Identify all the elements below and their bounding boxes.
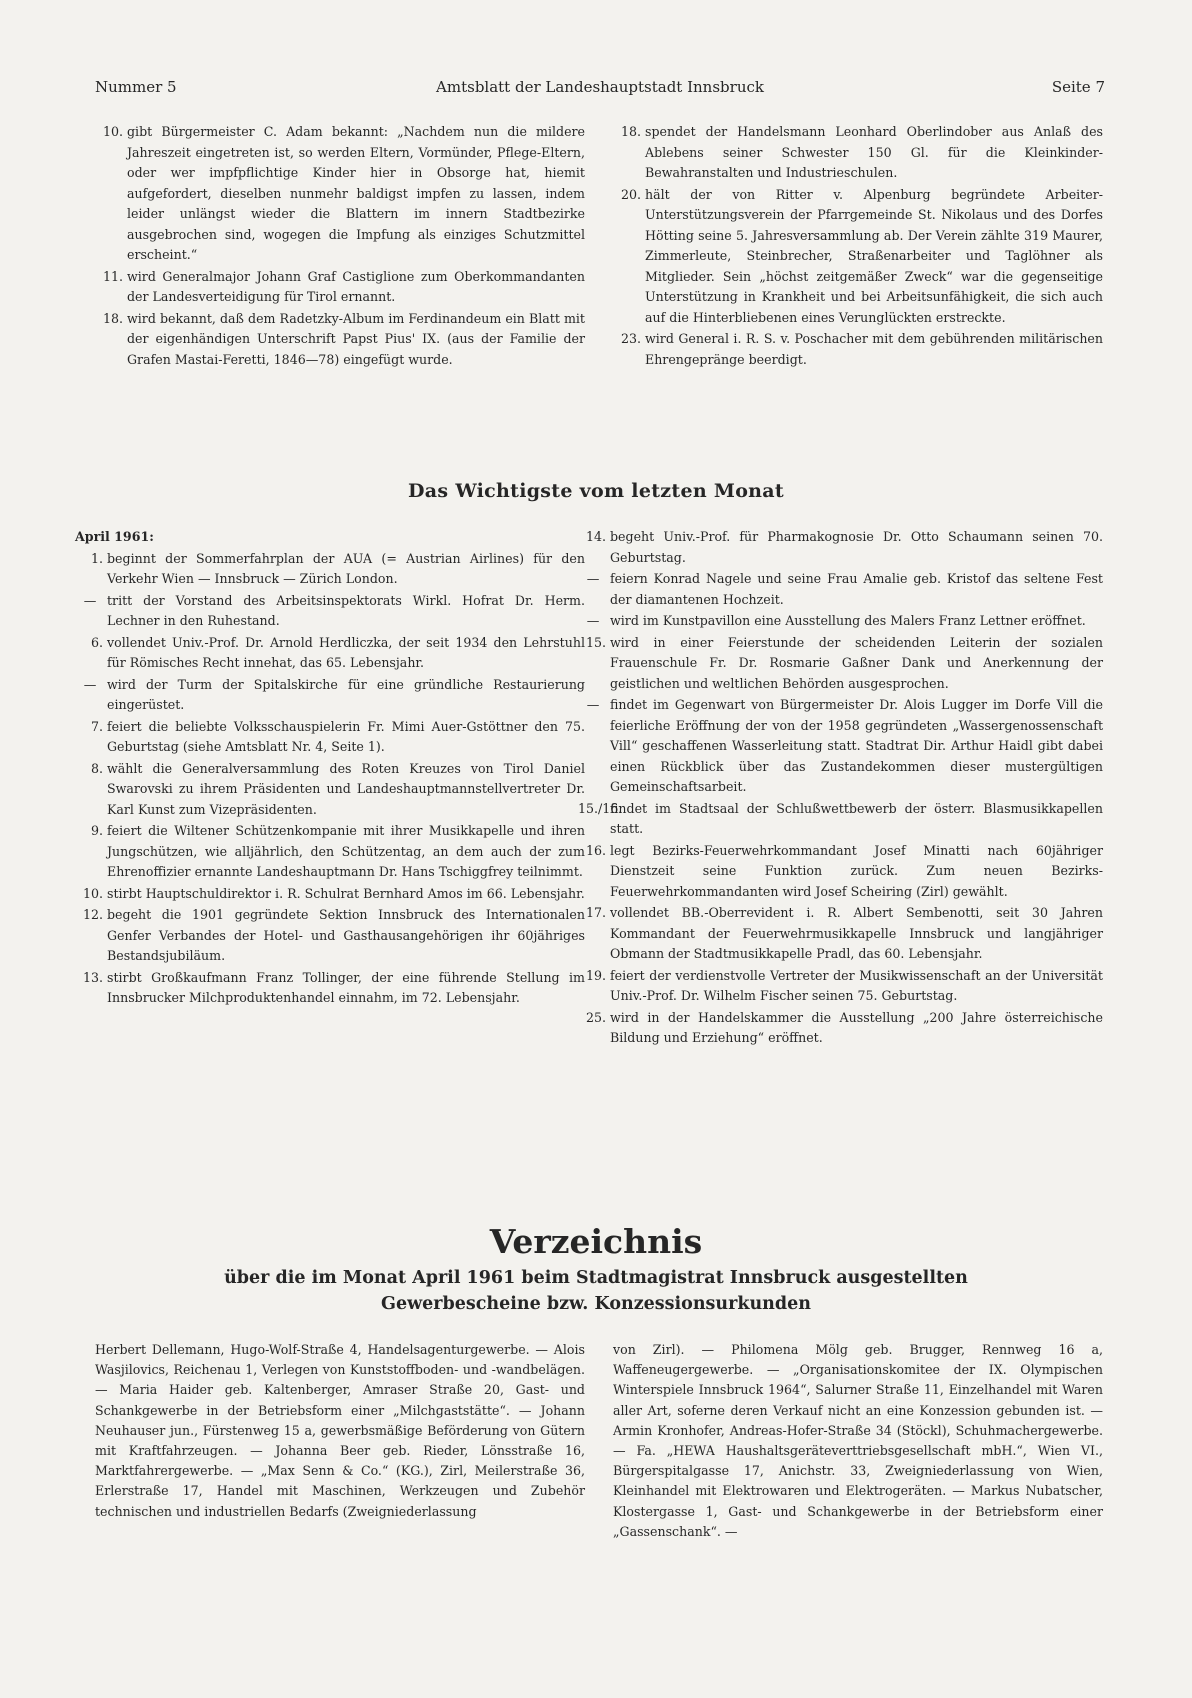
publication-title: Amtsblatt der Landeshauptstadt Innsbruck	[436, 78, 764, 96]
entry-date: —	[586, 613, 600, 628]
history-entry	[613, 122, 1103, 184]
news-entry	[578, 611, 1103, 632]
entry-date: —	[586, 697, 600, 712]
entry-text: beginnt der Sommerfahrplan der AUA (= Austrian Airlines) für den Verkehr Wien — Innsbruck — Zürich London.	[107, 550, 585, 586]
news-entry	[75, 717, 585, 758]
entry-text: stirbt Hauptschuldirektor i. R. Schulrat Bernhard Amos im 66. Lebensjahr.	[107, 885, 585, 901]
section-title: Das Wichtigste vom letzten Monat	[408, 480, 784, 502]
entry-text: hält der von Ritter v. Alpenburg begründete Arbeiter-Unterstützungsverein der Pfarrgemeinde St. Nikolaus und des Dorfes Hötting seine 5. Jahresversammlung ab. Der Verein zählte 319 Maurer, Zimmerleute, Steinbrecher, Straßenarbeiter und Taglöhner als Mitglieder. Sein „höchst zeitgemäßer Zweck“ war die gegenseitige Unterstützung in Krankheit und bei Arbeitsunfähigkeit, die sich auch auf die Hinterbliebenen eines Verunglückten erstreckte.	[645, 186, 1103, 325]
entry-date: 14.	[585, 529, 606, 544]
entry-date: 25.	[585, 1009, 606, 1025]
entry-date: 17.	[585, 905, 606, 920]
news-entry	[75, 549, 585, 590]
entry-text: findet im Stadtsaal der Schlußwettbewerb der österr. Blasmusikkapellen statt.	[610, 800, 1103, 836]
entry-text: spendet der Handelsmann Leonhard Oberlindober aus Anlaß des Ablebens seiner Schwester 150 Gl. für die Kleinkinder-Bewahranstalten und Industrieschulen.	[645, 124, 1103, 180]
register-subtitle-2: Gewerbescheine bzw. Konzessionsurkunden	[381, 1294, 811, 1314]
entry-date: 18.	[102, 310, 123, 326]
entry-text: begeht die 1901 gegründete Sektion Innsbruck des Internationalen Genfer Verbandes der Hotel- und Gasthausangehörigen ihr 60jähriges Bestandsjubiläum.	[107, 907, 585, 963]
month-label: April 1961:	[75, 529, 154, 544]
entry-date: 6.	[90, 634, 103, 650]
news-entry	[578, 633, 1103, 695]
news-entry	[578, 1008, 1103, 1049]
news-entry	[75, 884, 585, 905]
history-entry	[95, 267, 585, 308]
entry-date: 10.	[82, 885, 103, 901]
news-entry	[75, 759, 585, 821]
entry-date: 23.	[620, 331, 641, 346]
history-column-left	[95, 122, 585, 371]
issue-number: Nummer 5	[95, 78, 177, 96]
history-column-right	[613, 122, 1103, 371]
entry-text: tritt der Vorstand des Arbeitsinspektorats Wirkl. Hofrat Dr. Herm. Lechner in den Ruhestand.	[107, 592, 585, 628]
entry-date: 15./16.	[578, 800, 623, 816]
entry-text: wird im Kunstpavillon eine Ausstellung des Malers Franz Lettner eröffnet.	[610, 613, 1086, 628]
news-entry	[75, 591, 585, 632]
entry-date: 18.	[620, 124, 641, 139]
entry-date: 10.	[102, 124, 123, 139]
entry-date: 20.	[620, 186, 641, 202]
entry-text: legt Bezirks-Feuerwehrkommandant Josef Minatti nach 60jähriger Dienstzeit seine Funktion zurück. Zum neuen Bezirks-Feuerwehrkommandanten wird Josef Scheiring (Zirl) gewählt.	[610, 842, 1103, 899]
entry-date: —	[83, 676, 97, 692]
news-entry	[578, 695, 1103, 798]
news-entry	[75, 675, 585, 716]
entry-text: findet im Gegenwart von Bürgermeister Dr. Alois Lugger im Dorfe Vill die feierliche Eröffnung der von der 1958 gegründeten „Wassergenossenschaft Vill“ geschaffenen Wasserleitung statt. Stadtrat Dir. Arthur Haidl gibt dabei einen Rückblick über das Zustandekommen dieser mustergültigen Gemeinschaftsarbeit.	[610, 697, 1103, 794]
entry-date: 11.	[102, 268, 123, 284]
entry-text: feiert die Wiltener Schützenkompanie mit ihrer Musikkapelle und ihren Jungschützen, wie alljährlich, den Schützentag, an dem auch der zum Ehrenoffizier ernannte Landeshauptmann Dr. Hans Tschiggfrey teilnimmt.	[107, 823, 585, 879]
news-entry	[578, 799, 1103, 840]
entry-text: wird der Turm der Spitalskirche für eine gründliche Restaurierung eingerüstet.	[107, 676, 585, 712]
entry-date: 9.	[90, 823, 103, 838]
entry-date: 15.	[585, 634, 606, 650]
entry-text: wird bekannt, daß dem Radetzky-Album im Ferdinandeum ein Blatt mit der eigenhändigen Unterschrift Papst Pius' IX. (aus der Familie der Grafen Mastai-Feretti, 1846—78) eingefügt wurde.	[127, 310, 585, 367]
entry-date: 7.	[90, 718, 103, 734]
entry-text: wählt die Generalversammlung des Roten Kreuzes von Tirol Daniel Swarovski zu ihrem Präsidenten und Landeshauptmannstellvertreter Dr. Karl Kunst zum Vizepräsidenten.	[107, 760, 585, 817]
entry-date: 12.	[82, 907, 103, 922]
entry-date: —	[83, 592, 97, 608]
history-entry	[613, 329, 1103, 370]
history-entry	[95, 122, 585, 266]
entry-text: wird in der Handelskammer die Ausstellung „200 Jahre österreichische Bildung und Erziehung“ eröffnet.	[610, 1009, 1103, 1045]
entry-text: begeht Univ.-Prof. für Pharmakognosie Dr. Otto Schaumann seinen 70. Geburtstag.	[610, 529, 1103, 565]
news-entry	[578, 527, 1103, 568]
entry-text: wird Generalmajor Johann Graf Castiglione zum Oberkommandanten der Landesverteidigung für Tirol ernannt.	[127, 268, 585, 304]
entry-text: feiert der verdienstvolle Vertreter der Musikwissenschaft an der Universität Univ.-Prof. Dr. Wilhelm Fischer seinen 75. Geburtstag.	[610, 967, 1103, 1003]
entry-date: 16.	[585, 842, 606, 858]
entry-date: —	[586, 571, 600, 586]
entry-text: gibt Bürgermeister C. Adam bekannt: „Nachdem nun die mildere Jahreszeit eingetreten ist, so werden Eltern, Vormünder, Pflege-Eltern, oder wer impfpflichtige Kinder hier in Obsorge hat, hiemit aufgefordert, dieselben nunmehr baldigst impfen zu lassen, indem leider unlängst wieder die Blattern im innern Stadtbezirke ausgebrochen sind, wogegen die Impfung als einziges Schutzmittel erscheint.“	[127, 124, 585, 262]
news-entry	[578, 966, 1103, 1007]
news-entry	[75, 905, 585, 967]
entry-text: vollendet Univ.-Prof. Dr. Arnold Herdliczka, der seit 1934 den Lehrstuhl für Römisches Recht innehat, das 65. Lebensjahr.	[107, 634, 585, 670]
news-entry	[75, 821, 585, 883]
entry-text: stirbt Großkaufmann Franz Tollinger, der eine führende Stellung im Innsbrucker Milchproduktenhandel einnahm, im 72. Lebensjahr.	[107, 969, 585, 1005]
news-entry	[75, 968, 585, 1009]
news-entry	[578, 569, 1103, 610]
entry-date: 13.	[82, 969, 103, 985]
entry-text: vollendet BB.-Oberrevident i. R. Albert Sembenotti, seit 30 Jahren Kommandant der Feuerwehrmusikkapelle Innsbruck und langjähriger Obmann der Stadtmusikkapelle Pradl, das 60. Lebensjahr.	[610, 905, 1103, 961]
news-entry	[578, 841, 1103, 903]
register-column-left: Herbert Dellemann, Hugo-Wolf-Straße 4, Handelsagenturgewerbe. — Alois Wasjilovics, Reichenau 1, Verlegen von Kunststoffboden- und -wandbelägen. — Maria Haider geb. Kaltenberger, Amraser Straße 20, Gast- und Schankgewerbe in der Betriebsform einer „Milchgaststätte“. — Johann Neuhauser jun., Fürstenweg 15 a, gewerbsmäßige Beförderung von Gütern mit Kraftfahrzeugen. — Johanna Beer geb. Rieder, Lönsstraße 16, Marktfahrergewerbe. — „Max Senn & Co.“ (KG.), Zirl, Meilerstraße 36, Erlerstraße 17, Handel mit Maschinen, Werkzeugen und Zubehör technischen und industriellen Bedarfs (Zweigniederlassung	[95, 1342, 585, 1519]
entry-date: 19.	[585, 967, 606, 983]
news-entry	[578, 903, 1103, 965]
page-number: Seite 7	[1051, 78, 1105, 96]
news-column-right	[578, 527, 1103, 1050]
entry-text: feiert die beliebte Volksschauspielerin Fr. Mimi Auer-Gstöttner den 75. Geburtstag (siehe Amtsblatt Nr. 4, Seite 1).	[107, 718, 585, 754]
entry-text: feiern Konrad Nagele und seine Frau Amalie geb. Kristof das seltene Fest der diamantenen Hochzeit.	[610, 571, 1103, 607]
register-column-right: von Zirl). — Philomena Mölg geb. Brugger, Rennweg 16 a, Waffeneugergewerbe. — „Organisationskomitee der IX. Olympischen Winterspiele Innsbruck 1964“, Salurner Straße 11, Einzelhandel mit Waren aller Art, soferne deren Verkauf nicht an eine Konzession gebunden ist. — Armin Kronhofer, Andreas-Hofer-Straße 34 (Stöckl), Schuhmachergewerbe. — Fa. „HEWA Haushaltsgeräteverttriebsgesellschaft mbH.“, Wien VI., Bürgerspitalgasse 17, Anichstr. 33, Zweigniederlassung von Wien, Kleinhandel mit Elektrowaren und Elektrogeräten. — Markus Nubatscher, Klostergasse 1, Gast- und Schankgewerbe in der Betriebsform einer „Gassenschank“. —	[613, 1342, 1103, 1539]
page-header	[95, 78, 1105, 100]
register-subtitle-1: über die im Monat April 1961 beim Stadtmagistrat Innsbruck ausgestellten	[224, 1268, 968, 1288]
register-title: Verzeichnis	[489, 1222, 703, 1261]
history-entry	[613, 185, 1103, 329]
news-column-left	[75, 527, 585, 1010]
entry-date: 8.	[90, 760, 103, 776]
entry-text: wird in einer Feierstunde der scheidenden Leiterin der sozialen Frauenschule Fr. Dr. Rosmarie Gaßner Dank und Anerkennung der geistlichen und weltlichen Behörden ausgesprochen.	[610, 634, 1103, 691]
news-entry	[75, 633, 585, 674]
entry-text: wird General i. R. S. v. Poschacher mit dem gebührenden militärischen Ehrengepränge beerdigt.	[645, 331, 1103, 367]
entry-date: 1.	[90, 550, 103, 566]
history-entry	[95, 309, 585, 371]
